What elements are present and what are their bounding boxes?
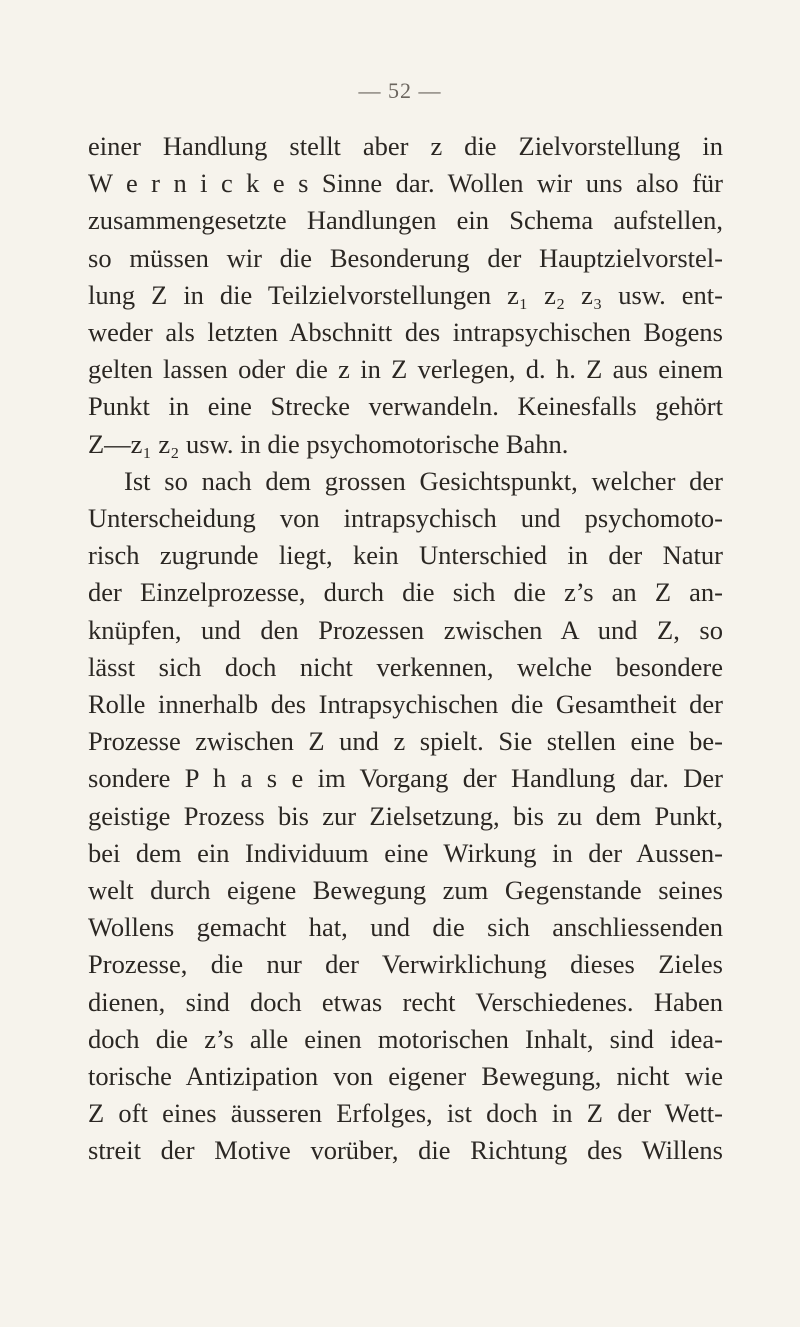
text-line: W e r n i c k e s Sinne dar. Wollen wir uns also für [88, 168, 723, 199]
text-line: weder als letzten Abschnitt des intrapsychischen Bogens [88, 317, 723, 348]
text-line: der Einzelprozesse, durch die sich die z’s an Z an- [88, 577, 723, 608]
text-line: torische Antizipation von eigener Bewegung, nicht wie [88, 1061, 723, 1092]
text-line: streit der Motive vorüber, die Richtung des Willens [88, 1135, 723, 1166]
text-line: Prozesse zwischen Z und z spielt. Sie stellen eine be- [88, 726, 723, 757]
text-line: risch zugrunde liegt, kein Unterschied in der Natur [88, 540, 723, 571]
text-line: bei dem ein Individuum eine Wirkung in der Aussen- [88, 837, 723, 868]
text-line: Rolle innerhalb des Intrapsychischen die Gesamtheit der [88, 689, 723, 720]
text-line: so müssen wir die Besonderung der Hauptzielvorstel- [88, 242, 723, 273]
text-line: lässt sich doch nicht verkennen, welche besondere [88, 651, 723, 682]
text-line: lung Z in die Teilzielvorstellungen z₁ z₂ z₃ usw. ent- [88, 279, 723, 310]
text-line: gelten lassen oder die z in Z verlegen, d. h. Z aus einem [88, 354, 723, 385]
body-text [88, 128, 723, 1170]
text-line: Unterscheidung von intrapsychisch und psychomoto- [88, 503, 723, 534]
text-line: einer Handlung stellt aber z die Zielvorstellung in [88, 131, 723, 161]
text-line: Wollens gemacht hat, und die sich anschliessenden [88, 912, 723, 943]
text-line: dienen, sind doch etwas recht Verschiedenes. Haben [88, 986, 723, 1017]
text-line: Prozesse, die nur der Verwirklichung dieses Zieles [88, 949, 723, 980]
text-line: doch die z’s alle einen motorischen Inhalt, sind idea- [88, 1023, 723, 1054]
text-line: geistige Prozess bis zur Zielsetzung, bis zu dem Punkt, [88, 800, 723, 831]
page-number: — 52 — [358, 78, 442, 103]
text-line: Z—z₁ z₂ usw. in die psychomotorische Bahn. [88, 428, 569, 459]
text-line: zusammengesetzte Handlungen ein Schema aufstellen, [88, 205, 723, 236]
text-line: Z oft eines äusseren Erfolges, ist doch in Z der Wett- [88, 1098, 723, 1129]
text-line: Ist so nach dem grossen Gesichtspunkt, welcher der [124, 465, 723, 496]
text-line: Punkt in eine Strecke verwandeln. Keinesfalls gehört [88, 391, 723, 422]
text-line: welt durch eigene Bewegung zum Gegenstande seines [88, 875, 723, 906]
text-line: sondere P h a s e im Vorgang der Handlung dar. Der [88, 763, 723, 794]
text-line: knüpfen, und den Prozessen zwischen A und Z, so [88, 614, 723, 645]
